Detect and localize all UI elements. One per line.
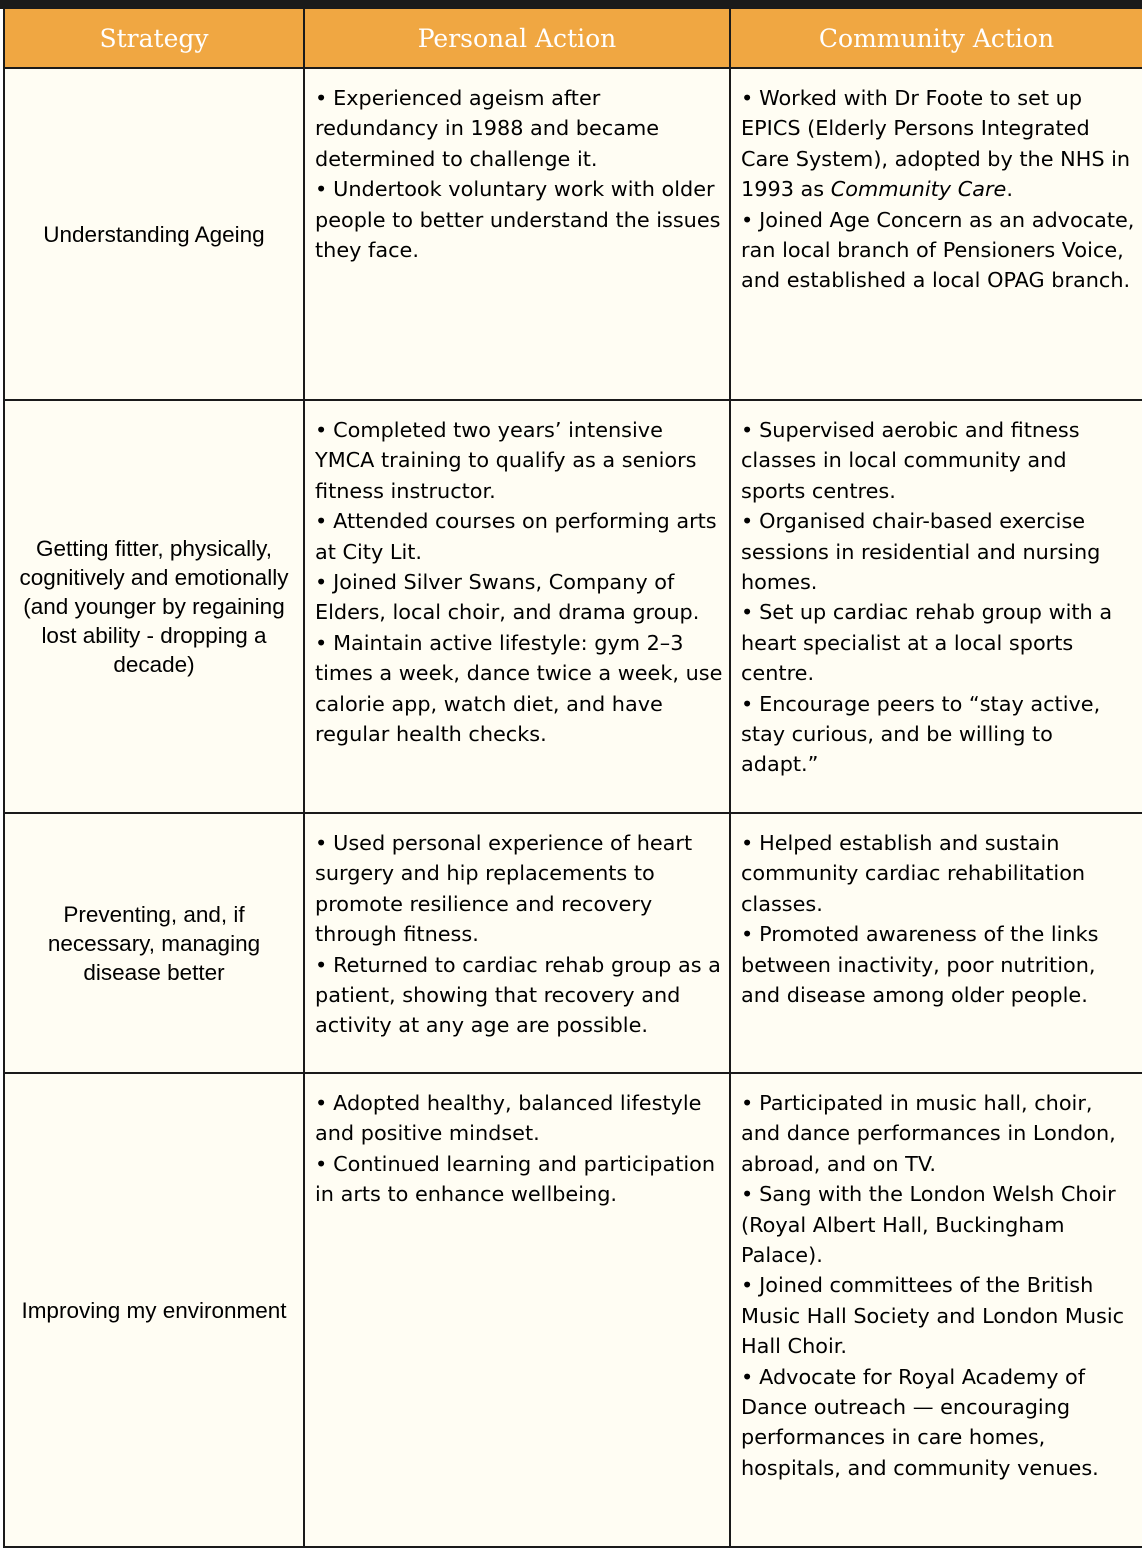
list-item: • Supervised aerobic and fitness classes in local community and sports centres. [741, 418, 1080, 503]
list-item: • Joined committees of the British Music Hall Society and London Music Hall Choir. [741, 1273, 1125, 1359]
item-text: Joined committees of the British Music Hall Society and London Music Hall Choir. [741, 1273, 1125, 1359]
list-item: • Undertook voluntary work with older people to better understand the issues they face. [315, 177, 721, 263]
list-item: • Adopted healthy, balanced lifestyle and positive mindset. [315, 1091, 702, 1146]
personal-action-cell [304, 1073, 730, 1547]
item-text: Advocate for Royal Academy of Dance outreach — encouraging performances in care homes, hospitals, and community venues. [741, 1364, 1099, 1480]
table-row [4, 68, 1142, 400]
item-text: Returned to cardiac rehab group as a patient, showing that recovery and activity at any age are possible. [315, 952, 721, 1038]
list-item: • Participated in music hall, choir, and dance performances in London, abroad, and on TV. [741, 1091, 1116, 1176]
community-action-cell [730, 400, 1142, 813]
list-item: • Returned to cardiac rehab group as a patient, showing that recovery and activity at any age are possible. [315, 952, 721, 1038]
list-item: • Advocate for Royal Academy of Dance outreach — encouraging performances in care homes, hospitals, and community venues. [741, 1364, 1099, 1480]
strategy-cell: Improving my environment [4, 1073, 304, 1547]
community-action-cell [730, 813, 1142, 1073]
item-text: Attended courses on performing arts at City Lit. [315, 509, 717, 564]
strategy-cell: Preventing, and, if necessary, managing disease better [4, 813, 304, 1073]
table-row [4, 813, 1142, 1073]
item-text: Used personal experience of heart surgery and hip replacements to promote resilience and recovery through fitness. [315, 831, 693, 947]
item-text-end: . [1006, 177, 1013, 202]
item-text: Worked with Dr Foote to set up EPICS (Elderly Persons Integrated Care System), adopted by the NHS in 1993 as [741, 86, 1131, 202]
list-item: • Sang with the London Welsh Choir (Royal Albert Hall, Buckingham Palace). [741, 1182, 1116, 1268]
community-action-cell [730, 68, 1142, 400]
item-text: Adopted healthy, balanced lifestyle and positive mindset. [315, 1091, 702, 1146]
list-item: • Experienced ageism after redundancy in 1988 and became determined to challenge it. [315, 86, 660, 171]
list-item: • Continued learning and participation in arts to enhance wellbeing. [315, 1151, 716, 1207]
item-text: Helped establish and sustain community cardiac rehabilitation classes. [741, 831, 1086, 916]
item-emphasis: Community Care [830, 177, 1007, 202]
item-text: Joined Age Concern as an advocate, ran local branch of Pensioners Voice, and established a local OPAG branch. [741, 207, 1135, 293]
personal-action-cell [304, 813, 730, 1073]
item-text: Encourage peers to “stay active, stay curious, and be willing to adapt.” [741, 691, 1101, 777]
list-item: • Promoted awareness of the links between inactivity, poor nutrition, and disease among older people. [741, 922, 1099, 1008]
item-text: Completed two years’ intensive YMCA training to qualify as a seniors fitness instructor. [315, 418, 697, 503]
list-item: • Set up cardiac rehab group with a heart specialist at a local sports centre. [741, 600, 1113, 686]
list-item: • Completed two years’ intensive YMCA training to qualify as a seniors fitness instructor. [315, 418, 697, 503]
item-text: Set up cardiac rehab group with a heart specialist at a local sports centre. [741, 600, 1113, 686]
top-border-band [0, 0, 1142, 9]
item-text: Sang with the London Welsh Choir (Royal Albert Hall, Buckingham Palace). [741, 1182, 1116, 1268]
table-row [4, 400, 1142, 813]
list-item: • Worked with Dr Foote to set up EPICS (Elderly Persons Integrated Care System), adopted by the NHS in 1993 as Community Care. [741, 86, 1131, 202]
list-item: • Helped establish and sustain community cardiac rehabilitation classes. [741, 831, 1086, 916]
table-row [4, 1073, 1142, 1547]
item-text: Joined Silver Swans, Company of Elders, local choir, and drama group. [315, 570, 700, 625]
header-personal-action: Personal Action [304, 9, 730, 68]
list-item: • Maintain active lifestyle: gym 2–3 times a week, dance twice a week, use calorie app, watch diet, and have regular health checks. [315, 630, 723, 747]
item-text: Supervised aerobic and fitness classes in local community and sports centres. [741, 418, 1080, 503]
header-community-action: Community Action [730, 9, 1142, 68]
list-item: • Joined Silver Swans, Company of Elders, local choir, and drama group. [315, 570, 700, 625]
item-text: Participated in music hall, choir, and dance performances in London, abroad, and on TV. [741, 1091, 1116, 1176]
list-item: • Joined Age Concern as an advocate, ran local branch of Pensioners Voice, and established a local OPAG branch. [741, 207, 1135, 293]
item-text: Maintain active lifestyle: gym 2–3 times a week, dance twice a week, use calorie app, watch diet, and have regular health checks. [315, 630, 723, 747]
strategy-cell: Understanding Ageing [4, 68, 304, 400]
list-item: • Used personal experience of heart surgery and hip replacements to promote resilience and recovery through fitness. [315, 831, 693, 947]
item-text: Organised chair-based exercise sessions in residential and nursing homes. [741, 509, 1101, 595]
strategy-cell: Getting fitter, physically, cognitively and emotionally (and younger by regaining lost ability - dropping a decade) [4, 400, 304, 813]
strategy-table [3, 9, 1142, 1548]
header-row [4, 9, 1142, 68]
list-item: • Organised chair-based exercise sessions in residential and nursing homes. [741, 509, 1101, 595]
header-strategy: Strategy [4, 9, 304, 68]
personal-action-cell [304, 68, 730, 400]
item-text: Continued learning and participation in arts to enhance wellbeing. [315, 1151, 716, 1207]
community-action-cell [730, 1073, 1142, 1547]
personal-action-cell [304, 400, 730, 813]
list-item: • Encourage peers to “stay active, stay curious, and be willing to adapt.” [741, 691, 1101, 777]
list-item: • Attended courses on performing arts at City Lit. [315, 509, 717, 564]
item-text: Experienced ageism after redundancy in 1988 and became determined to challenge it. [315, 86, 660, 171]
item-text: Undertook voluntary work with older people to better understand the issues they face. [315, 177, 721, 263]
item-text: Promoted awareness of the links between inactivity, poor nutrition, and disease among older people. [741, 922, 1099, 1008]
